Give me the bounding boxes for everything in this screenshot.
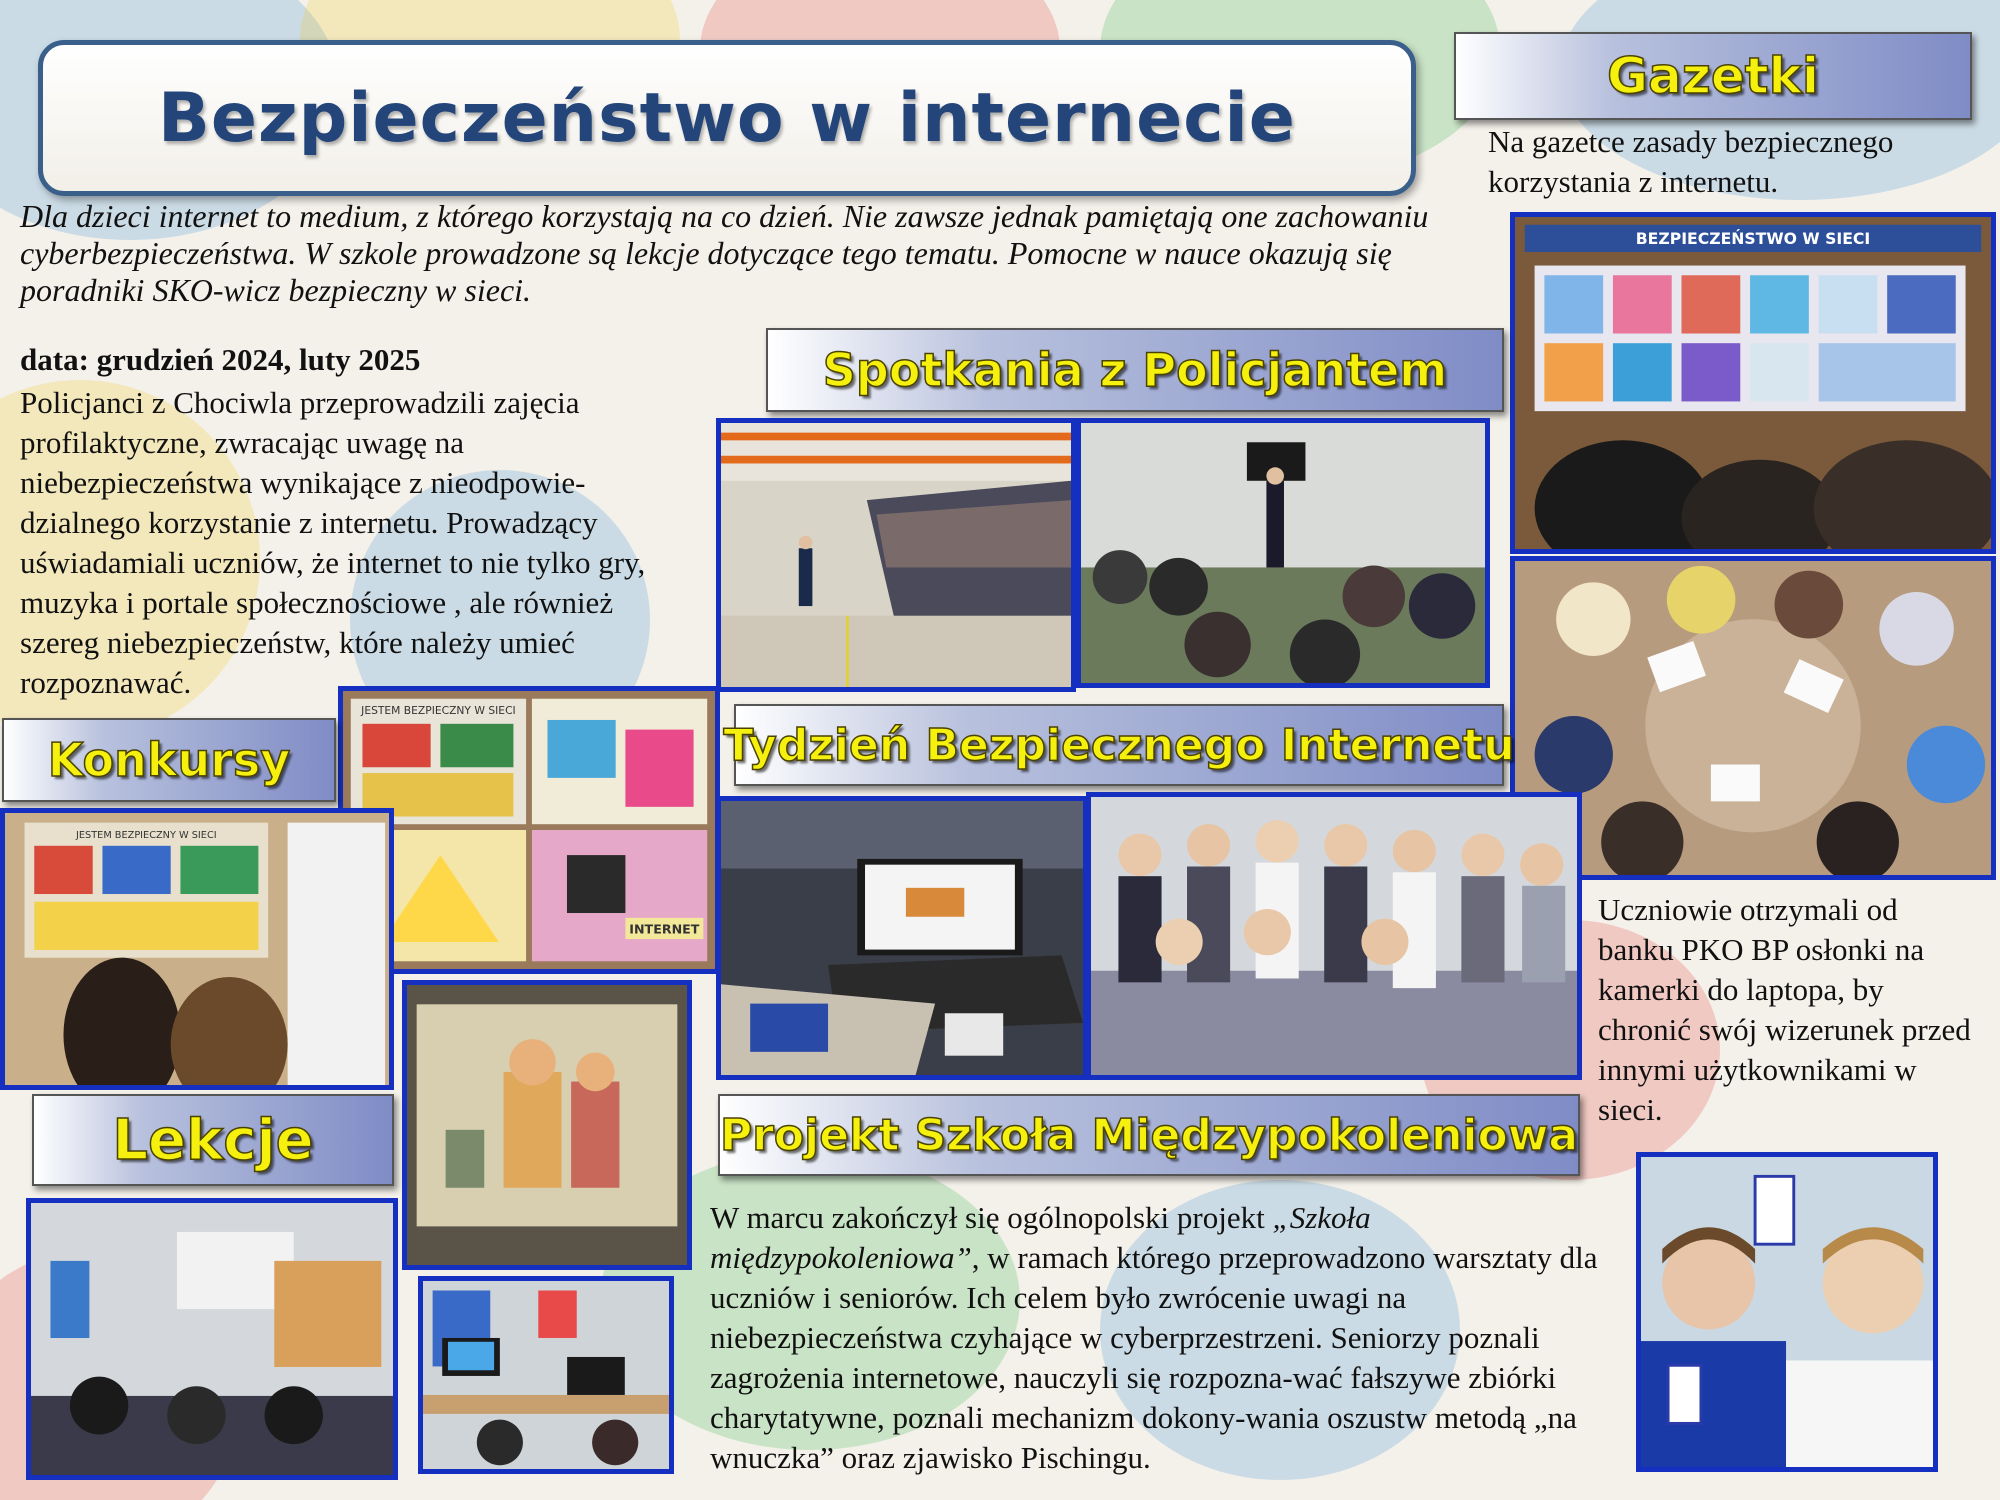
- photo-classroom-police: [1076, 418, 1490, 688]
- photo-girls-posters: [0, 808, 394, 1090]
- title-box: [38, 40, 1416, 196]
- page-title: Bezpieczeństwo w internecie: [158, 78, 1296, 158]
- photo-computer-lab: [418, 1276, 674, 1474]
- photo-projector-cartoon: [402, 980, 692, 1270]
- projekt-text-part2: , w ramach którego przeprowadzono warsztaty dla uczniów i seniorów. Ich celem było zwrócenie uwagi na niebezpieczeństwa czyhające w cyberprzestrzeni. Seniorzy poznali zagrożenia internetowe, nauczyli się rozpozna-wać fałszywe zbiórki charytatywne, poznali mechanizm dokony-wania oszustw metodą „na wnuczka” oraz zjawisko Pischingu.: [710, 1240, 1598, 1475]
- banner-projekt-label: Projekt Szkoła Międzypokoleniowa: [719, 1109, 1579, 1161]
- date-line: data: grudzień 2024, luty 2025: [20, 342, 421, 377]
- photo-classroom-lesson: [26, 1198, 398, 1480]
- banner-gazetki: [1454, 32, 1972, 120]
- banner-spotkania: [766, 328, 1504, 412]
- banner-projekt: [718, 1094, 1580, 1176]
- poster-top-text: JESTEM BEZPIECZNY W SIECI: [361, 704, 516, 718]
- banner-spotkania-label: Spotkania z Policjantem: [822, 343, 1448, 397]
- banner-gazetki-label: Gazetki: [1606, 47, 1820, 105]
- banner-lekcje: [32, 1094, 394, 1186]
- projekt-text-part1: W marcu zakończył się ogólnopolski projekt: [710, 1200, 1273, 1235]
- photo-group-students: [1086, 792, 1582, 1080]
- photo-sports-hall: [716, 418, 1076, 692]
- gazetki-text: Na gazetce zasady bezpiecznego korzystania z internetu.: [1488, 124, 1894, 199]
- photo-poster-entries: [338, 686, 720, 974]
- intro-text: Dla dzieci internet to medium, z którego korzystają na co dzień. Nie zawsze jednak pamiętają one zachowaniu cyberbezpieczeństwa. W szkole prowadzone są lekcje dotyczące tego tematu. Pomocne w nauce okazują się poradniki SKO-wicz bezpieczny w sieci.: [20, 198, 1429, 308]
- banner-tydzien: [723, 704, 1515, 786]
- konkursy-poster-text: JESTEM BEZPIECZNY W SIECI: [76, 830, 217, 842]
- board-banner-text: BEZPIECZEŃSTWO W SIECI: [1635, 230, 1871, 249]
- banner-konkursy-label: Konkursy: [47, 733, 291, 787]
- poster-internet-text: INTERNET: [629, 921, 700, 937]
- banner-lekcje-label: Lekcje: [112, 1107, 314, 1173]
- projekt-text: [710, 1198, 1610, 1478]
- pko-text: Uczniowie otrzymali od banku PKO BP osłonki na kamerki do laptopa, by chronić swój wizerunek przed innymi użytkownikami w sieci.: [1598, 892, 1971, 1127]
- photo-students-circle: [1510, 556, 1996, 880]
- banner-konkursy: [2, 718, 336, 802]
- photo-gazetka-board: [1510, 212, 1996, 554]
- police-text: Policjanci z Chociwla przeprowadzili zajęcia profilaktyczne, zwracając uwagę na niebezpieczeństwa wynikające z nieodpowie-dzialnego korzystanie z internetu. Prowadzący uświadamiali uczniów, że internet to nie tylko gry, muzyka i portale społecznościowe , ale również szereg niebezpieczeństw, które należy umieć rozpoznawać.: [20, 385, 646, 700]
- projekt-text-italic: „Szkoła międzypokoleniowa”: [710, 1200, 1371, 1275]
- photo-laptop-covers: [716, 796, 1088, 1080]
- photo-boys-covers: [1636, 1152, 1938, 1472]
- banner-tydzien-label: Tydzień Bezpiecznego Internetu: [723, 719, 1515, 771]
